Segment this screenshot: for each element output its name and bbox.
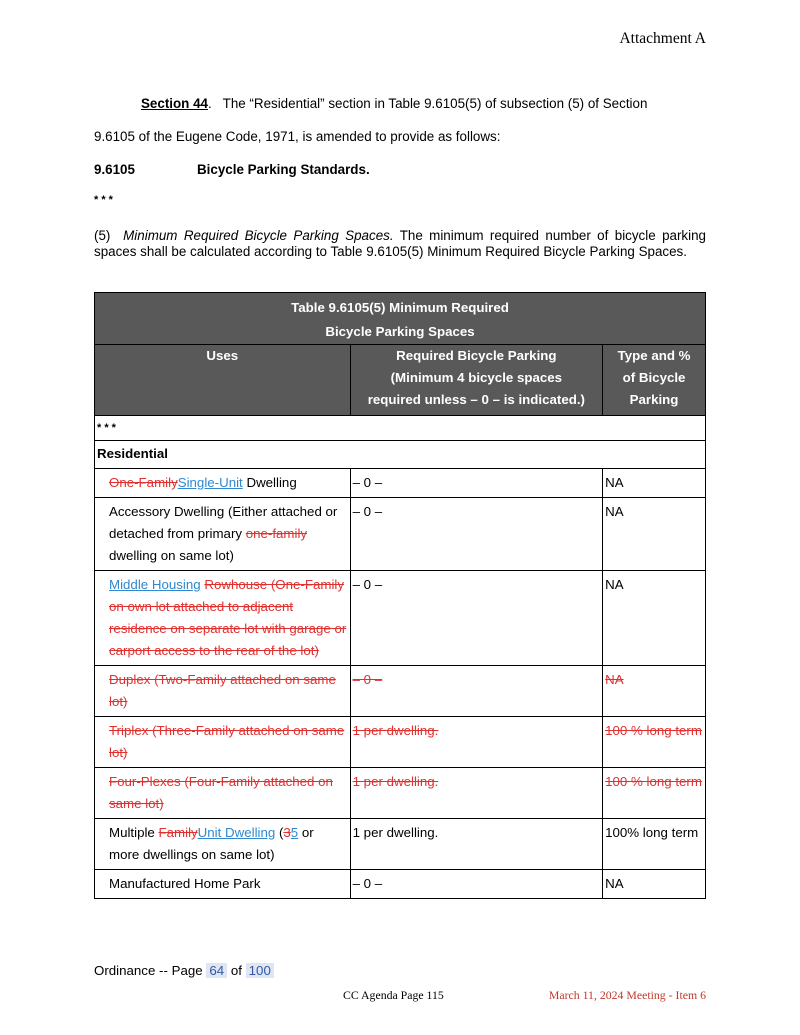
subsection-text: The minimum required number of bicycle parking spaces shall be calculated according to Table 9.6105(5) Minimum Required Bicycle Parking Spaces. [94,228,706,259]
meeting-label: March 11, 2024 Meeting - Item 6 [548,988,706,1002]
use-cell: Triplex (Three-Family attached on same lot) [95,717,351,768]
section-heading [94,162,370,177]
type-cell: NA [603,498,706,571]
subsection-number: (5) [94,228,111,243]
table-title [95,293,706,345]
type-cell: 100% long term [603,819,706,870]
col-header-uses: Uses [95,345,351,416]
subsection-paragraph [94,228,706,260]
intro-line1: The “Residential” section in Table 9.6105(5) of subsection (5) of Section [222,96,648,111]
intro-line2: 9.6105 of the Eugene Code, 1971, is amended to provide as follows: [94,129,501,144]
subsection-title: Minimum Required Bicycle Parking Spaces. [123,228,394,243]
required-cell: – 0 – [350,666,603,717]
section-number: 9.6105 [94,162,135,177]
agenda-page: CC Agenda Page 115 [343,988,444,1002]
table-row [95,870,706,899]
table-row [95,768,706,819]
use-cell: Accessory Dwelling (Either attached or detached from primary one-family dwelling on same lot) [95,498,351,571]
type-cell: NA [603,870,706,899]
use-cell: Duplex (Two-Family attached on same lot) [95,666,351,717]
use-cell: Middle Housing Rowhouse (One-Family on own lot attached to adjacent residence on separate lot with garage or carport access to the rear of the lot) [95,571,351,666]
table-title-line1: Table 9.6105(5) Minimum Required [291,300,509,315]
use-cell: Manufactured Home Park [95,870,351,899]
required-cell: – 0 – [350,870,603,899]
table-row [95,666,706,717]
table-row [95,819,706,870]
ordinance-label: Ordinance -- Page [94,963,203,978]
page-total: 100 [246,963,274,978]
use-cell: One-FamilySingle-Unit Dwelling [95,469,351,498]
required-cell: 1 per dwelling. [350,768,603,819]
required-cell: – 0 – [350,571,603,666]
required-cell: 1 per dwelling. [350,717,603,768]
type-cell: NA [603,666,706,717]
table-stars: * * * [95,416,706,441]
page-footer [94,963,274,978]
table-row [95,416,706,441]
table-row [95,469,706,498]
attachment-label: Attachment A [619,30,706,47]
type-cell: NA [603,469,706,498]
table-title-line2: Bicycle Parking Spaces [325,324,475,339]
required-cell: 1 per dwelling. [350,819,603,870]
section-title: Bicycle Parking Standards. [197,162,370,177]
section-punct: . [207,96,212,111]
intro-paragraph [94,96,706,112]
use-cell: Multiple FamilyUnit Dwelling (35 or more dwellings on same lot) [95,819,351,870]
bicycle-parking-table [94,292,706,899]
required-cell: – 0 – [350,498,603,571]
section-label: Section 44 [141,96,208,111]
ellipsis-stars: * * * [94,194,113,206]
table-row [95,717,706,768]
type-cell: 100 % long term [603,717,706,768]
table-row [95,441,706,469]
page-number: 64 [206,963,227,978]
page-of: of [230,963,242,978]
required-cell: – 0 – [350,469,603,498]
table-row [95,571,706,666]
col-header-type: Type and % of Bicycle Parking [603,345,706,416]
type-cell: 100 % long term [603,768,706,819]
col-header-required: Required Bicycle Parking (Minimum 4 bicycle spaces required unless – 0 – is indicated.) [350,345,603,416]
category-residential: Residential [95,441,706,469]
type-cell: NA [603,571,706,666]
use-cell: Four-Plexes (Four-Family attached on same lot) [95,768,351,819]
table-row [95,498,706,571]
